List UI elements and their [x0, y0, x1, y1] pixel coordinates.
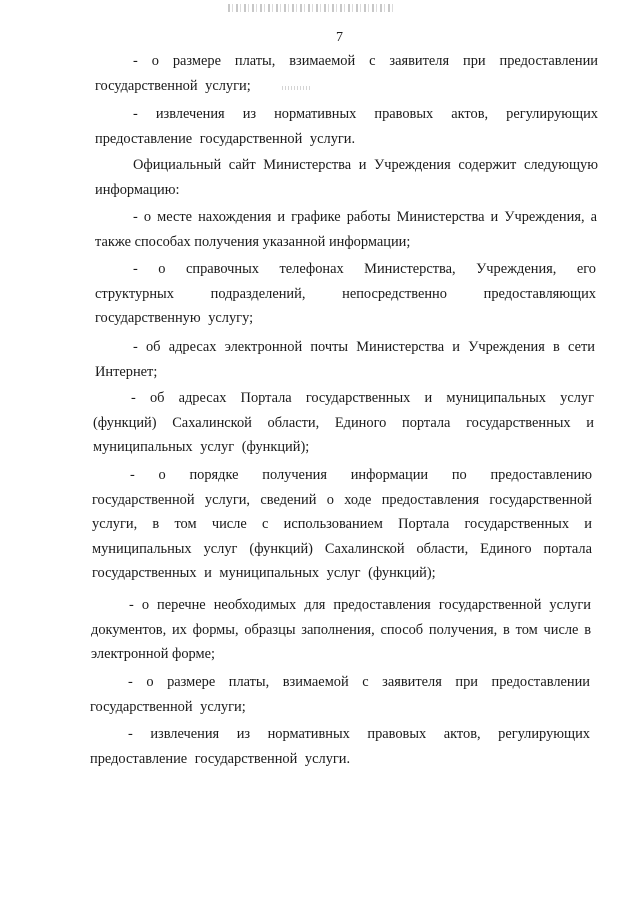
paragraph-procedure: - о порядке получения информации по предоставлению государственной услуги, сведений о ходе предоставления государственной услуги, в том числе с использованием Портала государственных и муниципальных услуг (функций) Сахалинской области, Единого портала государственных и муниципальных услуг (функций); — [92, 467, 592, 581]
paragraph-legal-extracts: - извлечения из нормативных правовых актов, регулирующих предоставление государственной услуги. — [95, 106, 598, 147]
scan-artifact — [228, 4, 396, 12]
paragraph-site-intro: Официальный сайт Министерства и Учреждения содержит следующую информацию: — [95, 157, 598, 198]
paragraph-phones: - о справочных телефонах Министерства, Учреждения, его структурных подразделений, непосредственно предоставляющих государственную услугу; — [95, 261, 596, 326]
paragraph-fee-info: - о размере платы, взимаемой с заявителя при предоставлении государственной услуги; — [95, 53, 598, 94]
paragraph-portals: - об адресах Портала государственных и муниципальных услуг (функций) Сахалинской области, Единого портала государственных и муниципальных услуг (функций); — [93, 390, 594, 455]
paragraph-fee-info-repeat: - о размере платы, взимаемой с заявителя при предоставлении государственной услуги; — [90, 674, 590, 715]
paragraph-email: - об адресах электронной почты Министерства и Учреждения в сети Интернет; — [95, 339, 595, 380]
page-number: 7 — [336, 30, 343, 45]
paragraph-documents: - о перечне необходимых для предоставления государственной услуги документов, их формы, образцы заполнения, способ получения, в том числе в электронной форме; — [91, 597, 591, 662]
paragraph-legal-extracts-repeat: - извлечения из нормативных правовых актов, регулирующих предоставление государственной услуги. — [90, 726, 590, 767]
paragraph-location-schedule: - о месте нахождения и графике работы Министерства и Учреждения, а также способах получения указанной информации; — [95, 209, 597, 250]
